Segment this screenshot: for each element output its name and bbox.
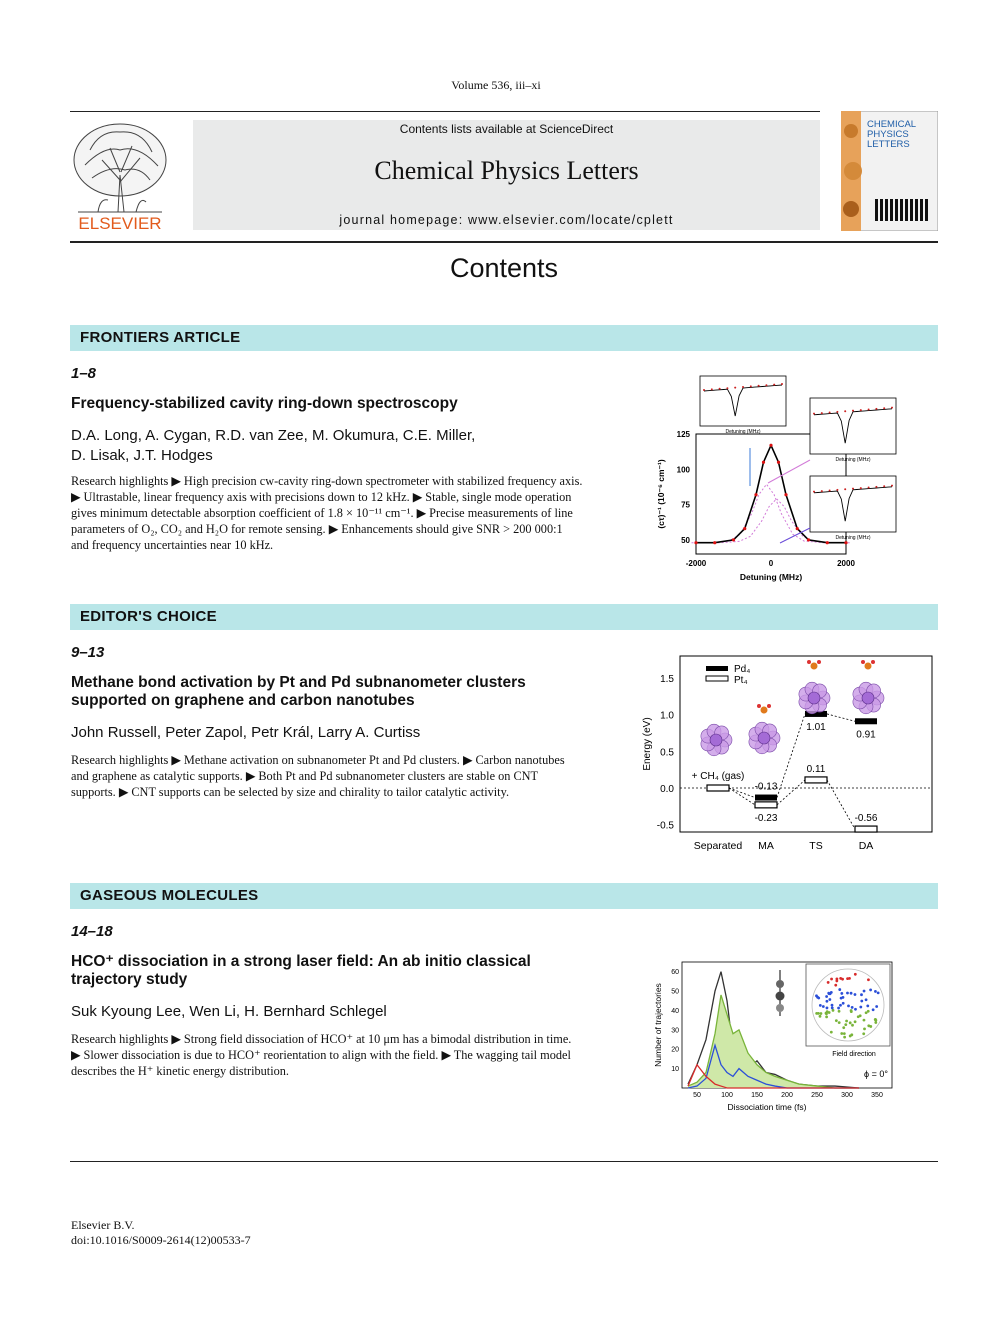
inset-point	[883, 407, 885, 409]
header-rule	[70, 111, 820, 112]
contents-heading: Contents	[449, 253, 559, 283]
data-point	[694, 541, 697, 544]
pd4-level-bar	[855, 718, 877, 724]
inset-point	[854, 1020, 857, 1023]
inset-point	[842, 1002, 845, 1005]
inset-point	[859, 1006, 862, 1009]
inset-point	[842, 1026, 845, 1029]
methane-carbon	[761, 707, 768, 714]
x-category-label: Separated	[693, 840, 743, 852]
research-highlights: Research highlights ▶ High precision cw-cavity ring-down spectrometer with stabilized frequency axis. ▶ Ultrastable, linear frequency axis with precisions down to 12 kHz. ▶ Stable, single mode operation gives minimum detectable absorption coefficient of 1.8 × 10⁻¹¹ cm⁻¹. ▶ Precise measurements of line parameters of O₂, CO₂ and H₂O for remote sensing. ▶ Enhancements should give SNR > 200 000:1 and frequency uncertainties near 10 kHz.	[71, 474, 583, 552]
inset-point	[874, 990, 877, 993]
inset-point	[851, 1006, 854, 1009]
inset-point	[869, 989, 872, 992]
inset-point	[850, 1009, 853, 1012]
inset-point	[874, 1021, 877, 1024]
y-tick-label: -0.5	[656, 820, 674, 832]
data-point	[732, 538, 735, 541]
inset-point	[852, 410, 854, 412]
inset-point	[703, 389, 705, 391]
y-tick-label: 50	[671, 988, 679, 996]
cluster-atom	[758, 732, 770, 744]
molecule-atom	[776, 1004, 784, 1012]
inset-point	[840, 997, 843, 1000]
y-tick-label: 20	[671, 1046, 679, 1054]
y-tick-label: 40	[671, 1007, 679, 1015]
data-point	[807, 538, 810, 541]
inset-point	[742, 386, 744, 388]
article-authors: John Russell, Peter Zapol, Petr Král, Larry A. Curtiss	[71, 724, 421, 741]
y-tick-label: 0.5	[660, 747, 674, 759]
y-axis-label: Number of trajectories	[653, 983, 663, 1067]
energy-value-label: 0.91	[856, 729, 876, 741]
inset-point	[843, 1036, 846, 1039]
inset-point	[844, 488, 846, 490]
inset-point	[851, 1024, 854, 1027]
data-point	[844, 541, 847, 544]
methane-carbon	[811, 663, 818, 670]
cluster-atom	[862, 692, 874, 704]
connector-line	[827, 714, 855, 721]
inset-point	[838, 1021, 841, 1024]
inset-point	[830, 1031, 833, 1034]
legend-label: Pt₄	[734, 675, 748, 686]
inset-point	[711, 388, 713, 390]
inset-point	[819, 1004, 822, 1007]
connector-line	[729, 788, 755, 798]
inset-point	[840, 992, 843, 995]
journal-homepage-link[interactable]: journal homepage: www.elsevier.com/locate/cplett	[339, 213, 674, 227]
y-axis-label: (cτ)⁻¹ (10⁻⁶ cm⁻¹)	[656, 459, 666, 529]
inset-point	[821, 490, 823, 492]
inset-point	[865, 1011, 868, 1014]
article-authors	[71, 426, 591, 466]
inset-point	[874, 1018, 877, 1021]
footer-publisher: Elsevier B.V.	[71, 1218, 135, 1232]
connector-line	[777, 714, 805, 798]
x-tick-label: 200	[781, 1092, 793, 1099]
pointer-line	[780, 528, 810, 543]
inset-point	[883, 485, 885, 487]
inset-point	[826, 1007, 829, 1010]
energy-value-label: -0.23	[754, 812, 778, 824]
inset-point	[849, 1021, 852, 1024]
methane-carbon	[865, 663, 872, 670]
y-tick-label: 50	[681, 535, 690, 545]
cover-title-line-2: PHYSICS	[867, 129, 909, 140]
inset-point	[837, 1007, 840, 1010]
figure-energy-diagram	[636, 650, 938, 862]
inset-point	[826, 1000, 829, 1003]
inset-point	[860, 487, 862, 489]
inset-point	[875, 486, 877, 488]
inset-point	[750, 385, 752, 387]
connector-line	[729, 788, 755, 805]
inset-point	[843, 1032, 846, 1035]
authors-line: D. Lisak, J.T. Hodges	[71, 447, 213, 464]
inset-point	[869, 1025, 872, 1028]
section-heading: FRONTIERS ARTICLE	[80, 329, 241, 346]
inset-point	[844, 410, 846, 412]
data-point	[777, 461, 780, 464]
section-header-gaseous-molecules	[70, 883, 938, 909]
energy-value-label: 1.01	[806, 721, 826, 733]
inset-point	[850, 992, 853, 995]
data-point	[743, 527, 746, 530]
x-tick-label: 350	[871, 1092, 883, 1099]
annotation-ch4: + CH₄ (gas)	[691, 771, 745, 782]
methane-hydrogen	[861, 660, 865, 664]
inset-point	[726, 387, 728, 389]
inset-point	[719, 388, 721, 390]
volume-info: Volume 536, iii–xi	[451, 78, 541, 92]
data-point	[784, 493, 787, 496]
pt4-level-bar	[805, 777, 827, 783]
cover-title-line-1: CHEMICAL	[867, 119, 917, 130]
inset-point	[852, 488, 854, 490]
inset-point	[831, 1007, 834, 1010]
section-heading: EDITOR'S CHOICE	[80, 608, 217, 625]
data-point	[762, 461, 765, 464]
section-header-frontiers	[70, 325, 938, 351]
inset-point	[845, 1020, 848, 1023]
inset-point	[847, 1004, 850, 1007]
inset-point	[825, 1015, 828, 1018]
inset-xlabel: Detuning (MHz)	[835, 535, 871, 541]
cluster-atom	[808, 692, 820, 704]
inset-point	[857, 1015, 860, 1018]
methane-hydrogen	[757, 704, 761, 708]
inset-point	[841, 978, 844, 981]
pt4-level-bar	[855, 826, 877, 832]
inset-point	[734, 387, 736, 389]
y-tick-label: 1.5	[660, 674, 674, 685]
article-pages: 1–8	[71, 365, 97, 382]
inset-point	[850, 1033, 853, 1036]
inset-point	[827, 992, 830, 995]
x-tick-label: -2000	[685, 559, 707, 568]
inset-point	[866, 1004, 869, 1007]
inset-point	[846, 992, 849, 995]
footer	[71, 1218, 251, 1248]
section-heading: GASEOUS MOLECULES	[80, 887, 259, 904]
legend-swatch-pd4	[706, 666, 728, 671]
footer-doi[interactable]: doi:10.1016/S0009-2614(12)00533-7	[71, 1233, 251, 1247]
cluster-atom	[710, 734, 722, 746]
article-title[interactable]: Frequency-stabilized cavity ring-down spectroscopy	[71, 395, 458, 412]
inset-point	[865, 998, 868, 1001]
y-axis-label: Energy (eV)	[642, 717, 653, 771]
methane-hydrogen	[817, 660, 821, 664]
figure-cavity-ringdown	[650, 368, 940, 590]
data-point	[826, 541, 829, 544]
legend-label: Pd₄	[734, 664, 751, 675]
authors-line: D.A. Long, A. Cygan, R.D. van Zee, M. Okumura, C.E. Miller,	[71, 427, 476, 444]
pt4-level-bar	[707, 785, 729, 791]
journal-cover	[841, 111, 938, 231]
methane-hydrogen	[807, 660, 811, 664]
inset-point	[891, 485, 893, 487]
y-tick-label: 75	[681, 500, 690, 510]
section-header-editors-choice	[70, 604, 938, 630]
inset-xlabel: Detuning (MHz)	[725, 429, 761, 435]
data-point	[713, 541, 716, 544]
inset-point	[829, 489, 831, 491]
x-category-label: TS	[809, 840, 823, 852]
inset-point	[868, 408, 870, 410]
energy-value-label: 0.11	[806, 763, 826, 775]
inset-point	[875, 408, 877, 410]
inset-point	[781, 383, 783, 385]
inset-point	[840, 1032, 843, 1035]
elsevier-logo	[70, 120, 170, 232]
inset-point	[860, 1000, 863, 1003]
inset-point	[835, 978, 838, 981]
journal-title: Chemical Physics Letters	[374, 156, 639, 185]
pd4-level-bar	[755, 795, 777, 801]
y-tick-label: 125	[676, 430, 690, 439]
inset-point	[867, 978, 870, 981]
x-category-label: MA	[758, 840, 774, 852]
x-tick-label: 150	[751, 1092, 763, 1099]
inset-point	[822, 1005, 825, 1008]
energy-value-label: -0.13	[754, 781, 778, 793]
inset-point	[836, 411, 838, 413]
inset-point	[854, 1008, 857, 1011]
x-axis-label: Dissociation time (fs)	[727, 1102, 807, 1112]
connector-line	[777, 780, 805, 805]
header-bottom-rule	[70, 241, 938, 243]
cover-title-line-3: LETTERS	[867, 139, 910, 150]
x-tick-label: 2000	[837, 559, 855, 568]
inset-xlabel: Detuning (MHz)	[835, 457, 871, 463]
research-highlights: Research highlights ▶ Strong field dissociation of HCO⁺ at 10 μm has a bimodal distribution in time. ▶ Slower dissociation is due to HCO⁺ reorientation to align with the field. ▶ The wagging tail model describes the H⁺ kinetic energy distribution.	[71, 1032, 572, 1078]
inset-point	[863, 990, 866, 993]
data-point	[754, 493, 757, 496]
article-title[interactable]: Methane bond activation by Pt and Pd subnanometer clusters supported on graphene and carbon nanotubes	[71, 674, 526, 709]
inset-point	[877, 991, 880, 994]
inset-point	[758, 385, 760, 387]
legend-swatch-pt4	[706, 676, 728, 681]
x-tick-label: 100	[721, 1092, 733, 1099]
inset-point	[765, 384, 767, 386]
inset-point	[836, 489, 838, 491]
inset-point	[832, 1009, 835, 1012]
contents-available-text[interactable]: Contents lists available at ScienceDirect	[399, 122, 614, 136]
x-tick-label: 250	[811, 1092, 823, 1099]
inset-point	[829, 411, 831, 413]
inset-point	[815, 1012, 818, 1015]
inset-point	[773, 384, 775, 386]
y-tick-label: 10	[671, 1066, 679, 1074]
x-category-label: DA	[858, 840, 874, 852]
y-tick-label: 60	[671, 969, 679, 977]
y-tick-label: 100	[676, 465, 690, 475]
article-pages: 9–13	[71, 644, 105, 661]
inset-point	[854, 973, 857, 976]
inset-point	[825, 995, 828, 998]
inset-point	[844, 1023, 847, 1026]
data-point	[769, 444, 772, 447]
inset-point	[828, 1011, 831, 1014]
inset-frame	[700, 376, 786, 426]
footer-rule	[70, 1161, 938, 1162]
inset-point	[863, 1019, 866, 1022]
inset-point	[875, 1005, 878, 1008]
inset-point	[815, 994, 818, 997]
inset-point	[868, 486, 870, 488]
y-tick-label: 0.0	[660, 784, 674, 795]
inset-point	[872, 1008, 875, 1011]
inset-point	[860, 409, 862, 411]
inset-point	[820, 1012, 823, 1015]
inset-point	[891, 407, 893, 409]
phi-annotation: ϕ = 0°	[864, 1069, 888, 1079]
inset-point	[860, 993, 863, 996]
journal-banner	[193, 120, 820, 230]
article-title[interactable]: HCO⁺ dissociation in a strong laser field: An ab initio classical trajectory study	[71, 953, 531, 988]
elsevier-wordmark: ELSEVIER	[78, 214, 162, 232]
inset-point	[831, 1004, 834, 1007]
inset-point	[827, 981, 830, 984]
research-highlights: Research highlights ▶ Methane activation on subnanometer Pt and Pd clusters. ▶ Carbon nanotubes and graphene as catalytic supports. ▶ Both Pt and Pd subnanometer clusters are stable on CNT supports. ▶ CNT supports can be selected by size and chirality to tailor catalytic activity.	[71, 753, 565, 799]
inset-frame	[810, 398, 896, 454]
inset-frame	[810, 476, 896, 532]
methane-hydrogen	[871, 660, 875, 664]
inset-point	[838, 988, 841, 991]
connector-line	[827, 780, 855, 829]
methane-hydrogen	[767, 704, 771, 708]
molecule-atom	[776, 992, 785, 1001]
x-tick-label: 300	[841, 1092, 853, 1099]
inset-point	[828, 998, 831, 1001]
inset-point	[819, 1015, 822, 1018]
pointer-line	[768, 460, 810, 483]
inset-point	[839, 1004, 842, 1007]
y-tick-label: 1.0	[660, 710, 674, 722]
x-tick-label: 50	[693, 1092, 701, 1099]
inset-point	[838, 1010, 841, 1013]
energy-value-label: -0.56	[854, 813, 878, 825]
inset-point	[862, 1032, 865, 1035]
inset-point	[813, 413, 815, 415]
inset-point	[813, 491, 815, 493]
inset-point	[863, 1027, 866, 1030]
article-authors: Suk Kyoung Lee, Wen Li, H. Bernhard Schlegel	[71, 1003, 387, 1020]
inset-point	[830, 978, 833, 981]
inset-point	[854, 993, 857, 996]
inset-point	[834, 984, 837, 987]
molecule-atom	[776, 980, 784, 988]
x-axis-label: Detuning (MHz)	[739, 572, 803, 582]
data-point	[796, 527, 799, 530]
article-pages: 14–18	[71, 923, 113, 940]
y-tick-label: 30	[671, 1027, 679, 1035]
x-tick-label: 0	[768, 559, 774, 568]
figure-dissociation-time	[650, 958, 900, 1114]
inset-point	[835, 1019, 838, 1022]
inset-point	[821, 412, 823, 414]
pt4-level-bar	[755, 802, 777, 808]
inset-point	[846, 977, 849, 980]
inset-label: Field direction	[832, 1051, 876, 1058]
